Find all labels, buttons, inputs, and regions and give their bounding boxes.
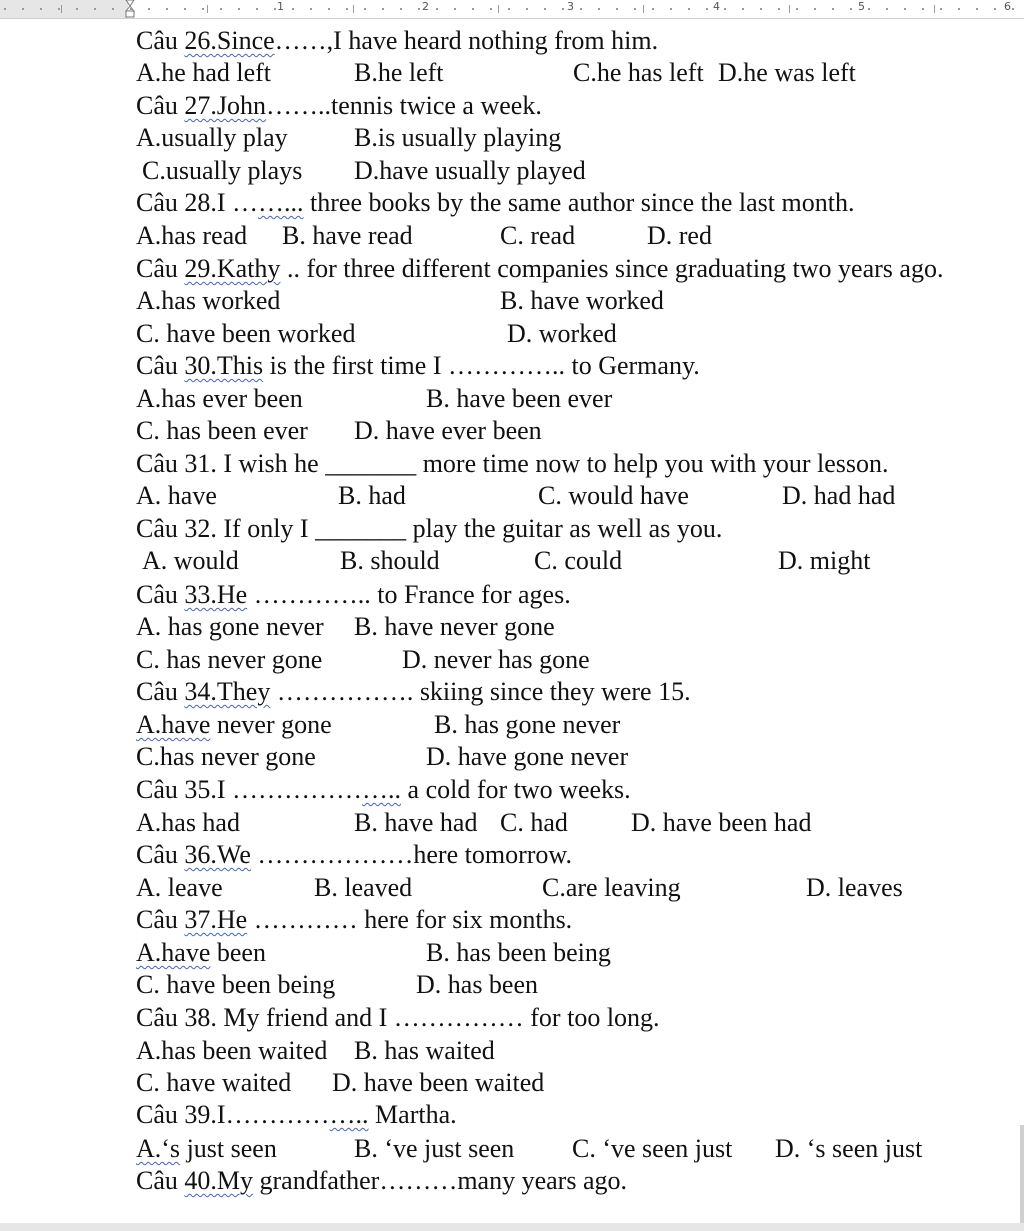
text-run: D. have been had	[631, 808, 812, 837]
answer-option	[136, 58, 271, 88]
ruler-number: 3	[567, 0, 574, 13]
ruler-tick	[778, 8, 780, 10]
answer-option	[136, 123, 288, 153]
horizontal-ruler[interactable]	[0, 0, 1024, 19]
answer-option	[631, 808, 811, 838]
answer-option	[354, 123, 561, 153]
text-run: ………………here tomorrow.	[250, 840, 572, 869]
text-run: grandfather………many years ago.	[253, 1166, 627, 1195]
answer-option	[354, 808, 477, 838]
text-run: D. have ever been	[354, 416, 542, 445]
answer-option	[142, 156, 302, 186]
ruler-half-mark	[643, 5, 644, 13]
spellcheck-underlined-text: 40.My	[184, 1166, 254, 1195]
text-run: Câu	[136, 351, 185, 380]
ruler-tick	[454, 8, 456, 10]
ruler-tick	[904, 8, 906, 10]
ruler-tick	[490, 8, 492, 10]
spellcheck-underlined-text: A.have	[136, 710, 211, 739]
spellcheck-underlined-text: A.have	[136, 938, 211, 967]
text-run: B. had	[338, 481, 406, 510]
question-line	[136, 1166, 627, 1196]
text-run: B. have worked	[500, 286, 664, 315]
answer-option	[136, 221, 247, 251]
answer-option	[534, 546, 622, 576]
question-line	[136, 449, 888, 479]
ruler-tick	[544, 8, 546, 10]
text-run: D. leaves	[806, 873, 903, 902]
text-run: Martha.	[368, 1100, 457, 1129]
spellcheck-underlined-text: 37.He	[184, 905, 248, 934]
ruler-tick	[166, 8, 168, 10]
text-run: D. red	[647, 221, 712, 250]
answer-option	[426, 384, 612, 414]
ruler-tick	[526, 8, 528, 10]
ruler-tick	[814, 8, 816, 10]
text-run: ……,I have heard nothing from him.	[274, 26, 659, 55]
question-line	[136, 580, 571, 610]
answer-option	[282, 221, 413, 251]
question-line	[136, 26, 658, 56]
text-run: B. has gone never	[434, 710, 621, 739]
question-line	[136, 1100, 457, 1130]
answer-option	[136, 481, 217, 511]
text-run: A. have	[136, 481, 217, 510]
ruler-half-mark	[789, 5, 790, 13]
ruler-tick	[4, 8, 6, 10]
question-line	[136, 677, 691, 707]
text-run: D.he was left	[718, 58, 856, 87]
ruler-number: 1	[277, 0, 284, 13]
text-run: D.have usually played	[354, 156, 586, 185]
text-run: A.he had left	[136, 58, 272, 87]
answer-option	[775, 1134, 922, 1164]
ruler-tick	[724, 8, 726, 10]
text-run: ……………. skiing since they were 15.	[270, 677, 691, 706]
question-line	[136, 840, 572, 870]
answer-option	[136, 612, 324, 642]
text-run: Câu	[136, 840, 185, 869]
text-run: B. has waited	[354, 1036, 495, 1065]
ruler-tick	[364, 8, 366, 10]
text-run: D. never has gone	[402, 645, 590, 674]
ruler-half-mark	[61, 5, 62, 13]
answer-option	[136, 1134, 277, 1164]
ruler-tick	[958, 8, 960, 10]
answer-option	[136, 645, 322, 675]
answer-option	[354, 1134, 514, 1164]
text-run: C. ‘ve seen just	[572, 1134, 733, 1163]
ruler-tick	[292, 8, 294, 10]
text-run: ………… here for six months.	[247, 905, 573, 934]
ruler-tick	[220, 8, 222, 10]
text-run: never gone	[210, 710, 332, 739]
text-run: Câu 35.I ……………	[136, 775, 363, 804]
text-run: A.has read	[136, 221, 248, 250]
text-run: A.has had	[136, 808, 240, 837]
text-run: just seen	[180, 1134, 277, 1163]
text-run: B. ‘ve just seen	[354, 1134, 515, 1163]
question-line	[136, 91, 542, 121]
ruler-half-mark	[353, 5, 354, 13]
question-line	[136, 254, 943, 284]
ruler-tick	[580, 8, 582, 10]
text-run: C.has never gone	[136, 742, 316, 771]
ruler-margin	[0, 0, 128, 18]
text-run: B.is usually playing	[354, 123, 562, 152]
question-line	[136, 905, 572, 935]
text-run: C. has never gone	[136, 645, 323, 674]
text-run: A.usually play	[136, 123, 288, 152]
ruler-tick	[706, 8, 708, 10]
text-run: .. for three different companies since graduating two years ago.	[280, 254, 944, 283]
answer-option	[573, 58, 704, 88]
text-run: B. have read	[282, 221, 413, 250]
text-run: B.he left	[354, 58, 444, 87]
text-run: D. might	[778, 546, 871, 575]
ruler-tick	[616, 8, 618, 10]
answer-option	[354, 1036, 495, 1066]
text-run: a cold for two weeks.	[401, 775, 631, 804]
answer-option	[782, 481, 895, 511]
ruler-tick	[886, 8, 888, 10]
scrollbar[interactable]	[1020, 1125, 1024, 1231]
ruler-tick	[472, 8, 474, 10]
text-run: D. have been waited	[332, 1068, 545, 1097]
ruler-tick	[562, 8, 564, 10]
answer-option	[500, 221, 575, 251]
text-run: Câu	[136, 1166, 185, 1195]
text-run: C.usually plays	[142, 156, 303, 185]
text-run: C.are leaving	[542, 873, 681, 902]
ruler-number: 6	[1004, 0, 1011, 13]
answer-option	[136, 416, 308, 446]
text-run: ………….. to France for ages.	[247, 580, 571, 609]
answer-option	[340, 546, 440, 576]
spellcheck-underlined-text: 27.John	[184, 91, 267, 120]
question-line	[136, 514, 722, 544]
text-run: Câu	[136, 905, 185, 934]
ruler-tick	[184, 8, 186, 10]
ruler-tick	[436, 8, 438, 10]
ruler-tick	[670, 8, 672, 10]
ruler-tick	[850, 8, 852, 10]
question-line	[136, 351, 700, 381]
text-run: B. have never gone	[354, 612, 555, 641]
text-run: D. has been	[416, 970, 539, 999]
text-run: C. could	[534, 546, 623, 575]
answer-option	[136, 319, 355, 349]
ruler-tick	[328, 8, 330, 10]
text-run: B. have been ever	[426, 384, 613, 413]
spellcheck-underlined-text: …..	[329, 1100, 369, 1129]
text-run: C.he has left	[573, 58, 704, 87]
ruler-tick	[796, 8, 798, 10]
text-run: Câu 31. I wish he _______ more time now to help you with your lesson.	[136, 449, 889, 478]
answer-option	[806, 873, 903, 903]
spellcheck-underlined-text: …...	[258, 188, 304, 217]
ruler-tick	[256, 8, 258, 10]
question-line	[136, 1003, 660, 1033]
ruler-tick	[832, 8, 834, 10]
ruler-tick	[760, 8, 762, 10]
ruler-tick	[238, 8, 240, 10]
ruler-tick	[274, 8, 276, 10]
answer-option	[136, 742, 316, 772]
ruler-tick	[382, 8, 384, 10]
text-run: been	[210, 938, 266, 967]
answer-option	[542, 873, 681, 903]
spellcheck-underlined-text: A.‘s	[136, 1134, 181, 1163]
page-bottom-edge	[0, 1223, 1024, 1231]
text-run: C. had	[500, 808, 568, 837]
answer-option	[500, 808, 568, 838]
text-run: D. worked	[507, 319, 617, 348]
text-run: C. would have	[538, 481, 689, 510]
text-run: C. read	[500, 221, 576, 250]
ruler-tick	[652, 8, 654, 10]
question-line	[136, 775, 631, 805]
text-run: Câu	[136, 254, 185, 283]
spellcheck-underlined-text: 34.They	[184, 677, 271, 706]
answer-option	[136, 286, 280, 316]
answer-option	[332, 1068, 544, 1098]
answer-option	[136, 938, 266, 968]
answer-option	[136, 970, 335, 1000]
text-run: Câu	[136, 677, 185, 706]
ruler-tick	[742, 8, 744, 10]
ruler-tick	[688, 8, 690, 10]
ruler-tick	[40, 8, 42, 10]
answer-option	[538, 481, 689, 511]
text-run: Câu 38. My friend and I …………… for too long.	[136, 1003, 660, 1032]
text-run: B. should	[340, 546, 440, 575]
ruler-tick	[634, 8, 636, 10]
ruler-half-mark	[498, 5, 499, 13]
text-run: C. has been ever	[136, 416, 308, 445]
ruler-tick	[148, 8, 150, 10]
ruler-tick	[202, 8, 204, 10]
ruler-tick	[76, 8, 78, 10]
ruler-tick	[112, 8, 114, 10]
ruler-half-mark	[934, 5, 935, 13]
text-run: C. have waited	[136, 1068, 292, 1097]
text-run: B. have had	[354, 808, 478, 837]
ruler-tick	[400, 8, 402, 10]
text-run: Câu	[136, 91, 185, 120]
ruler-tick	[346, 8, 348, 10]
text-run: B. has been being	[426, 938, 611, 967]
answer-option	[500, 286, 664, 316]
text-run: A.has ever been	[136, 384, 303, 413]
text-run: is the first time I ………….. to Germany.	[263, 351, 700, 380]
answer-option	[354, 58, 444, 88]
ruler-tick	[940, 8, 942, 10]
text-run: Câu	[136, 26, 185, 55]
answer-option	[778, 546, 870, 576]
answer-option	[718, 58, 856, 88]
spellcheck-underlined-text: 26.Since	[184, 26, 275, 55]
text-run: Câu 32. If only I _______ play the guitar as well as you.	[136, 514, 723, 543]
ruler-tick	[94, 8, 96, 10]
question-line	[136, 188, 854, 218]
ruler-tick	[22, 8, 24, 10]
text-run: D. had had	[782, 481, 896, 510]
text-run: A.has worked	[136, 286, 281, 315]
ruler-tick	[130, 8, 132, 10]
ruler-tick	[418, 8, 420, 10]
answer-option	[416, 970, 538, 1000]
spellcheck-underlined-text: 30.This	[184, 351, 264, 380]
spellcheck-underlined-text: 36.We	[184, 840, 251, 869]
answer-option	[434, 710, 620, 740]
answer-option	[507, 319, 617, 349]
spellcheck-underlined-text: 33.He	[184, 580, 248, 609]
ruler-tick	[976, 8, 978, 10]
answer-option	[136, 873, 223, 903]
text-run: C. have been worked	[136, 319, 356, 348]
ruler-tick	[868, 8, 870, 10]
text-run: B. leaved	[314, 873, 413, 902]
answer-option	[426, 938, 611, 968]
answer-option	[136, 1036, 327, 1066]
ruler-tick	[994, 8, 996, 10]
answer-option	[354, 416, 542, 446]
answer-option	[426, 742, 628, 772]
ruler-number: 2	[422, 0, 429, 13]
text-run: Câu 39.I…………	[136, 1100, 330, 1129]
spellcheck-underlined-text: …..	[362, 775, 402, 804]
text-run: Câu 28.I …	[136, 188, 259, 217]
text-run: Câu	[136, 580, 185, 609]
text-run: A. has gone never	[136, 612, 324, 641]
text-run: A. leave	[136, 873, 223, 902]
ruler-tick	[922, 8, 924, 10]
ruler-tick	[1012, 8, 1014, 10]
ruler-number: 4	[713, 0, 720, 13]
ruler-tick	[508, 8, 510, 10]
ruler-half-mark	[207, 5, 208, 13]
answer-option	[136, 384, 303, 414]
text-run: A.has been waited	[136, 1036, 328, 1065]
answer-option	[142, 546, 239, 576]
text-run: ……..tennis twice a week.	[266, 91, 542, 120]
answer-option	[136, 710, 332, 740]
answer-option	[572, 1134, 732, 1164]
ruler-tick	[310, 8, 312, 10]
text-run: three books by the same author since the last month.	[303, 188, 855, 217]
answer-option	[402, 645, 590, 675]
answer-option	[647, 221, 712, 251]
spellcheck-underlined-text: 29.Kathy	[184, 254, 281, 283]
answer-option	[136, 1068, 291, 1098]
answer-option	[314, 873, 412, 903]
ruler-tick	[58, 8, 60, 10]
text-run: C. have been being	[136, 970, 336, 999]
text-run: D. ‘s seen just	[775, 1134, 923, 1163]
text-run: A. would	[142, 546, 239, 575]
text-run: D. have gone never	[426, 742, 629, 771]
answer-option	[338, 481, 406, 511]
ruler-number: 5	[858, 0, 865, 13]
answer-option	[136, 808, 240, 838]
answer-option	[354, 156, 586, 186]
ruler-tick	[598, 8, 600, 10]
answer-option	[354, 612, 555, 642]
